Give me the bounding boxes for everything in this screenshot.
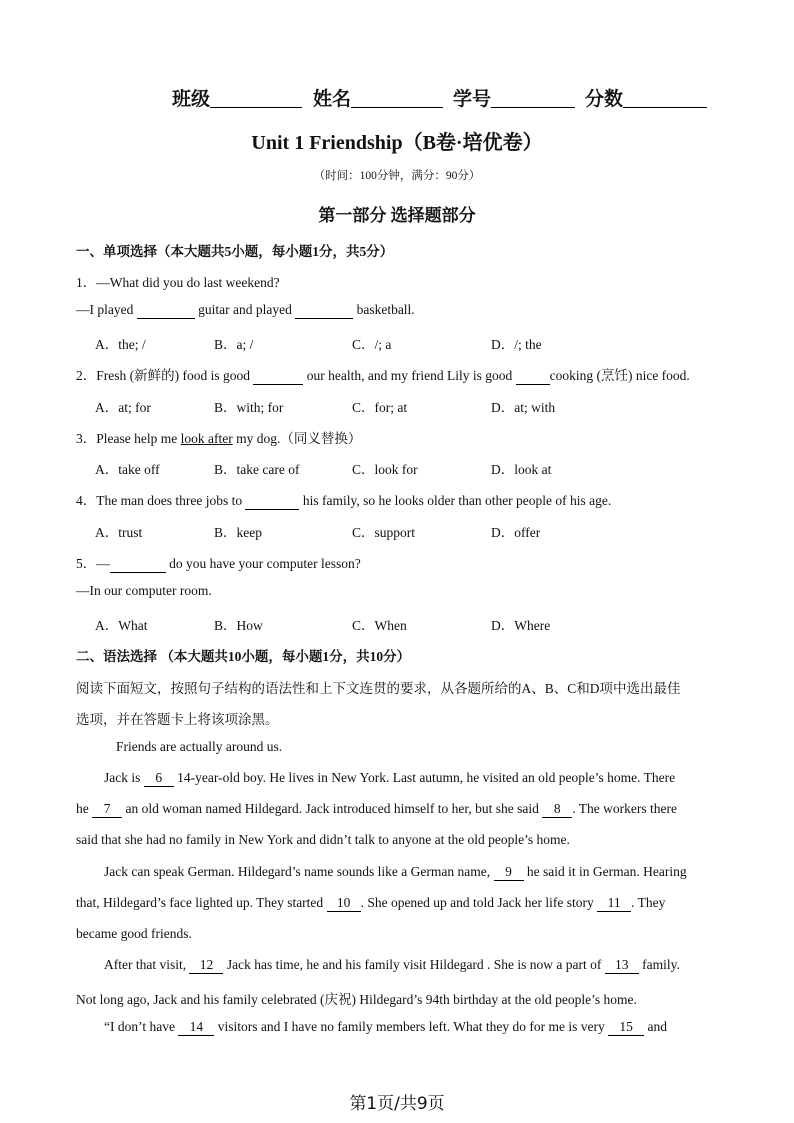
passage-line-5	[76, 895, 665, 912]
q1-prompt: 1．—What did you do last weekend?	[76, 275, 280, 290]
q2-prompt	[76, 364, 690, 385]
score-field	[585, 84, 707, 111]
blank-13: 13	[605, 957, 639, 974]
q1-option-b: B．a; /	[214, 337, 254, 352]
passage-text: family.	[638, 957, 680, 972]
q5-text-a: 5．—	[76, 556, 110, 571]
passage-line-2	[76, 801, 677, 818]
passage-line-6: became good friends.	[76, 926, 192, 941]
q3-option-c: C．look for	[352, 462, 418, 477]
q1-text-b: guitar and played	[194, 302, 296, 317]
student-id-field	[453, 84, 575, 111]
passage-text: After that visit,	[104, 957, 190, 972]
passage-text: and	[644, 1019, 668, 1034]
passage-text: that, Hildegard’s face lighted up. They started	[76, 895, 327, 910]
passage-text: Jack can speak German. Hildegard’s name sounds like a German name,	[104, 864, 494, 879]
blank-8: 8	[542, 801, 572, 818]
q1-text-a: —I played	[76, 302, 137, 317]
q1-text-c: basketball.	[353, 302, 415, 317]
q1-option-c: C．/; a	[352, 337, 392, 352]
q2-option-c: C．for; at	[352, 400, 408, 415]
q4-option-b: B．keep	[214, 525, 262, 540]
q5-option-c: C．When	[352, 618, 407, 633]
class-label: 班级	[172, 89, 211, 110]
q1-blank-2	[295, 302, 353, 319]
q3-option-d: D．look at	[491, 462, 552, 477]
q1-blank-1	[137, 302, 195, 319]
q4-text-a: 4．The man does three jobs to	[76, 493, 246, 508]
q1-answer-line	[76, 302, 415, 319]
q3-prompt	[76, 427, 361, 447]
q5-option-d: D．Where	[491, 618, 551, 633]
q2-text-c: cooking (烹饪) nice food.	[549, 368, 690, 383]
section2-instructions-2: 选项，并在答题卡上将该项涂黑。	[76, 712, 279, 727]
blank-7: 7	[92, 801, 122, 818]
class-blank	[210, 87, 302, 108]
q5-prompt	[76, 552, 361, 573]
q2-blank-1	[253, 368, 303, 385]
q2-option-d: D．at; with	[491, 400, 556, 415]
q4-text-b: his family, so he looks older than other people of his age.	[299, 493, 612, 508]
passage-text: “I don’t have	[104, 1019, 179, 1034]
passage-text: he	[76, 801, 93, 816]
q1-option-a: A．the; /	[95, 337, 146, 352]
score-blank	[623, 87, 707, 108]
section1-heading: 一、单项选择（本大题共5小题，每小题1分，共5分）	[76, 244, 394, 259]
blank-6: 6	[144, 770, 174, 787]
passage-line-8: Not long ago, Jack and his family celebrated (庆祝) Hildegard’s 94th birthday at the old people’s home.	[76, 992, 637, 1007]
q4-option-c: C．support	[352, 525, 416, 540]
passage-text: . The workers there	[572, 801, 677, 816]
q1-option-d: D．/; the	[491, 337, 542, 352]
passage-text: he said it in German. Hearing	[523, 864, 687, 879]
name-field	[313, 84, 443, 111]
section2-heading: 二、语法选择 （本大题共10小题，每小题1分，共10分）	[76, 649, 411, 664]
q4-prompt	[76, 489, 611, 510]
blank-10: 10	[327, 895, 361, 912]
part-title: 第一部分 选择题部分	[318, 206, 476, 225]
q2-text-a: 2．Fresh (新鲜的) food is good	[76, 368, 254, 383]
score-label: 分数	[585, 89, 624, 110]
q5-answer-line: —In our computer room.	[76, 583, 212, 598]
blank-15: 15	[608, 1019, 644, 1036]
q2-text-b: our health, and my friend Lily is good	[303, 368, 516, 383]
passage-text: 14-year-old boy. He lives in New York. Last autumn, he visited an old people’s home. There	[173, 770, 676, 785]
passage-line-4	[104, 864, 687, 881]
q4-option-a: A．trust	[95, 525, 143, 540]
q3-underlined-phrase: look after	[180, 431, 233, 446]
q3-option-a: A．take off	[95, 462, 160, 477]
passage-text: an old woman named Hildegard. Jack introduced himself to her, but she said	[122, 801, 543, 816]
q5-option-a: A．What	[95, 618, 148, 633]
passage-line-1	[104, 770, 675, 787]
q3-text-b: my dog.（同义替换）	[232, 431, 362, 446]
q5-text-b: do you have your computer lesson?	[165, 556, 361, 571]
passage-text: . They	[631, 895, 666, 910]
name-label: 姓名	[313, 89, 352, 110]
passage-text: Jack is	[104, 770, 144, 785]
q2-option-a: A．at; for	[95, 400, 151, 415]
document-title: Unit 1 Friendship（B卷·培优卷）	[251, 132, 543, 154]
passage-text: visitors and I have no family members left. What they do for me is very	[214, 1019, 609, 1034]
passage-line-0: Friends are actually around us.	[116, 739, 283, 754]
q2-blank-2	[516, 368, 550, 385]
student-id-blank	[491, 87, 575, 108]
q2-option-b: B．with; for	[214, 400, 284, 415]
passage-text: Jack has time, he and his family visit Hildegard . She is now a part of	[223, 957, 605, 972]
q3-option-b: B．take care of	[214, 462, 300, 477]
class-field	[172, 84, 302, 111]
student-id-label: 学号	[453, 89, 492, 110]
q4-blank	[245, 493, 299, 510]
blank-14: 14	[178, 1019, 214, 1036]
name-blank	[351, 87, 443, 108]
blank-12: 12	[189, 957, 223, 974]
exam-time-info: （时间：100分钟，满分：90分）	[313, 170, 481, 182]
q5-option-b: B．How	[214, 618, 263, 633]
q5-blank	[110, 556, 166, 573]
q3-text-a: 3．Please help me	[76, 431, 181, 446]
blank-9: 9	[494, 864, 524, 881]
passage-text: . She opened up and told Jack her life story	[360, 895, 598, 910]
section2-instructions-1: 阅读下面短文，按照句子结构的语法性和上下文连贯的要求，从各题所给的A、B、C和D项中选出最佳	[76, 681, 681, 696]
passage-line-9	[104, 1019, 667, 1036]
passage-line-7	[104, 957, 680, 974]
passage-line-3: said that she had no family in New York and didn’t talk to anyone at the old people’s home.	[76, 832, 570, 847]
blank-11: 11	[597, 895, 631, 912]
q4-option-d: D．offer	[491, 525, 541, 540]
page-number: 第1页/共9页	[349, 1094, 445, 1114]
